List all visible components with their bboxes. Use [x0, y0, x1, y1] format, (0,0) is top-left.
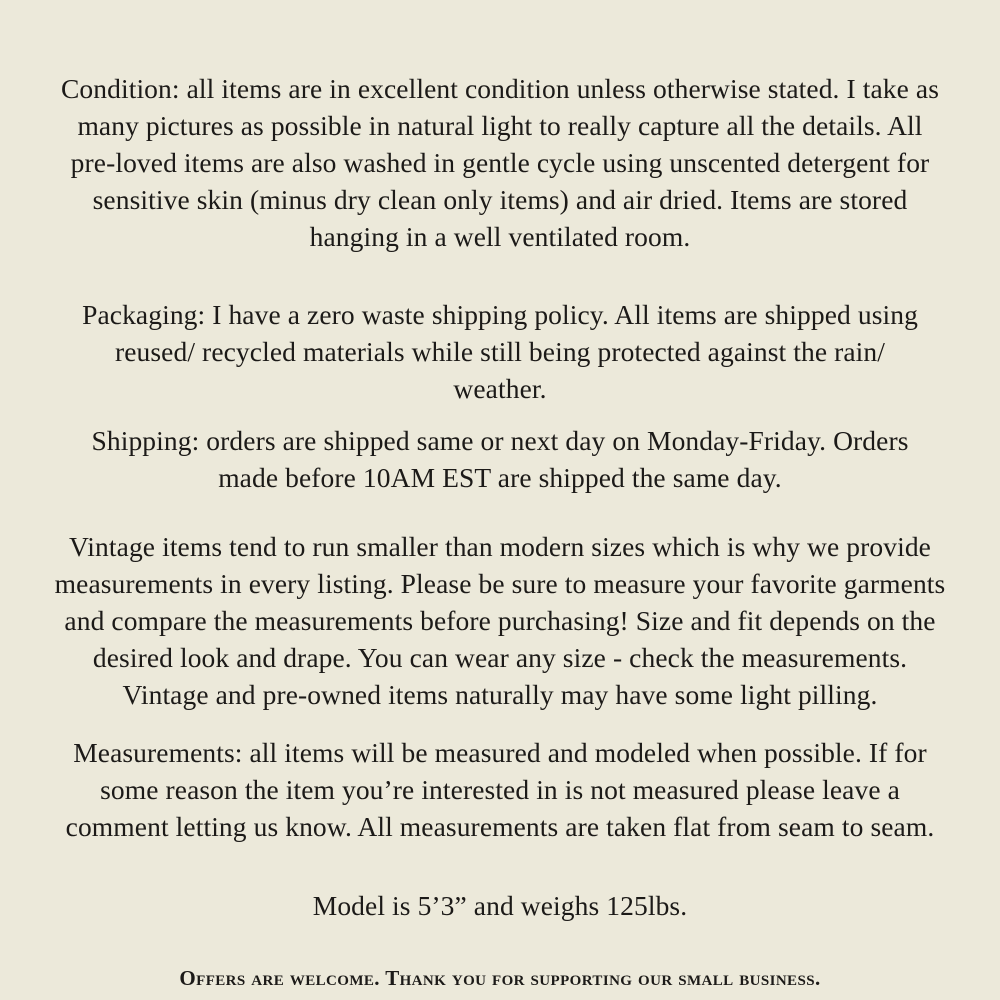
vintage-line: desired look and drape. You can wear any size - check the measurements.: [92, 642, 908, 673]
shipping-line: made before 10AM EST are shipped the same day.: [218, 462, 782, 493]
condition-paragraph: [0, 70, 1000, 255]
model-line: Model is 5’3” and weighs 125lbs.: [312, 890, 688, 921]
vintage-line: and compare the measurements before purchasing! Size and fit depends on the: [64, 605, 936, 636]
condition-line: many pictures as possible in natural light to really capture all the details. All: [77, 110, 923, 141]
vintage-paragraph: [0, 528, 1000, 713]
condition-line: sensitive skin (minus dry clean only items) and air dried. Items are stored: [92, 184, 908, 215]
packaging-line: Packaging: I have a zero waste shipping policy. All items are shipped using: [82, 299, 918, 330]
model-paragraph: [0, 887, 1000, 924]
condition-line: pre-loved items are also washed in gentle cycle using unscented detergent for: [70, 147, 930, 178]
condition-line: Condition: all items are in excellent condition unless otherwise stated. I take as: [60, 73, 940, 104]
packaging-line: weather.: [453, 373, 547, 404]
vintage-line: measurements in every listing. Please be sure to measure your favorite garments: [54, 568, 946, 599]
measurements-paragraph: [0, 734, 1000, 845]
footer-note: Offers are welcome. Thank you for supporting our small business.: [179, 966, 821, 990]
shipping-paragraph: [0, 422, 1000, 496]
condition-line: hanging in a well ventilated room.: [309, 221, 691, 252]
packaging-paragraph: [0, 296, 1000, 407]
measurements-line: Measurements: all items will be measured and modeled when possible. If for: [73, 737, 927, 768]
vintage-line: Vintage and pre-owned items naturally may have some light pilling.: [122, 679, 878, 710]
measurements-line: comment letting us know. All measurements are taken flat from seam to seam.: [65, 811, 935, 842]
packaging-line: reused/ recycled materials while still being protected against the rain/: [114, 336, 886, 367]
vintage-line: Vintage items tend to run smaller than modern sizes which is why we provide: [69, 531, 931, 562]
shipping-line: Shipping: orders are shipped same or next day on Monday-Friday. Orders: [91, 425, 909, 456]
measurements-line: some reason the item you’re interested in is not measured please leave a: [100, 774, 900, 805]
